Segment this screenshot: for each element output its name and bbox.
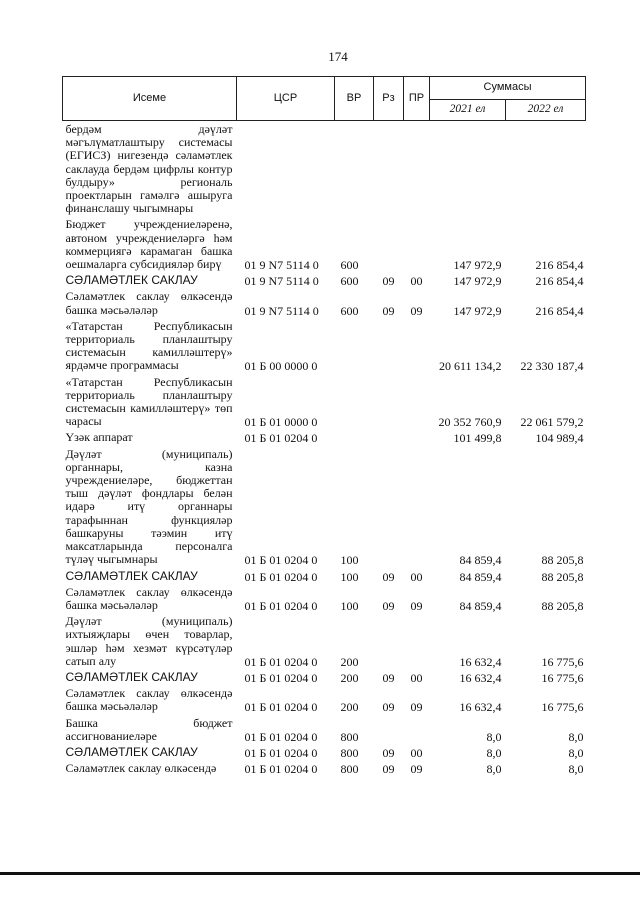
- cell-rz: [374, 715, 404, 744]
- table-row: [63, 760, 586, 776]
- cell-y2: 88 205,8: [541, 598, 584, 613]
- cell-csr: 01 Б 01 0204 0: [244, 553, 318, 568]
- cell-pr: [404, 216, 430, 272]
- table-row: [63, 121, 586, 217]
- cell-vr: 200: [340, 670, 359, 685]
- table-header: [63, 77, 586, 121]
- table-row: [63, 613, 586, 669]
- cell-y2: 22 330 187,4: [520, 359, 584, 374]
- cell-name: Дәүләт (муниципаль) органнары, казна учреждениеләре, бюджеттан тыш дәүләт фондлары белән идарә итү органнары тарафыннан функцияләр башкаруны тәэмин итү максатларында персоналга түләү чыгымнары: [65, 446, 233, 567]
- cell-rz: 09: [382, 303, 395, 318]
- cell-pr: 09: [410, 700, 423, 715]
- cell-csr: 01 Б 01 0204 0: [244, 569, 318, 584]
- cell-y2: 16 775,6: [541, 670, 584, 685]
- cell-y2: 16 775,6: [541, 700, 584, 715]
- cell-y2: 216 854,4: [535, 303, 584, 318]
- cell-pr: 09: [410, 303, 423, 318]
- cell-csr: 01 Б 01 0204 0: [244, 745, 318, 760]
- cell-name: Сәламәтлек саклау өлкәсендә башка мәсьәләләр: [65, 584, 233, 612]
- cell-rz: 09: [382, 670, 395, 685]
- table-row: [63, 216, 586, 272]
- cell-y2: 216 854,4: [535, 258, 584, 273]
- cell-csr: 01 9 N7 5114 0: [244, 274, 319, 289]
- table-row: [63, 272, 586, 288]
- cell-name: СӘЛАМӘТЛЕК САКЛАУ: [65, 744, 198, 759]
- cell-y1: [430, 121, 506, 217]
- cell-pr: 09: [410, 598, 423, 613]
- cell-rz: [374, 429, 404, 445]
- table-row: [63, 669, 586, 685]
- table-row: [63, 288, 586, 317]
- cell-vr: 200: [340, 654, 359, 669]
- header-rz: Рз: [374, 77, 404, 121]
- cell-csr: 01 9 N7 5114 0: [244, 258, 319, 273]
- cell-y2: [506, 121, 586, 217]
- cell-name: Сәламәтлек саклау өлкәсендә башка мәсьәләләр: [65, 289, 233, 317]
- cell-y2: 104 989,4: [535, 431, 584, 446]
- cell-pr: 00: [410, 670, 423, 685]
- table-row: [63, 374, 586, 430]
- cell-y2: 16 775,6: [541, 654, 584, 669]
- cell-vr: 100: [340, 598, 359, 613]
- cell-name: Сәламәтлек саклау өлкәсендә башка мәсьәләләр: [65, 686, 233, 714]
- page-bottom-rule: [0, 872, 640, 875]
- cell-pr: [404, 429, 430, 445]
- cell-y2: 88 205,8: [541, 553, 584, 568]
- header-year-2022: 2022 ел: [506, 100, 586, 121]
- cell-csr: 01 Б 01 0204 0: [244, 598, 318, 613]
- cell-y1: 16 632,4: [459, 654, 502, 669]
- cell-y1: 20 611 134,2: [438, 359, 502, 374]
- cell-y1: 8,0: [486, 729, 502, 744]
- cell-y1: 16 632,4: [459, 670, 502, 685]
- cell-y2: 216 854,4: [535, 274, 584, 289]
- cell-pr: 00: [410, 745, 423, 760]
- header-pr: ПР: [404, 77, 430, 121]
- cell-csr: 01 Б 00 0000 0: [244, 359, 318, 374]
- cell-rz: [374, 121, 404, 217]
- header-vr: ВР: [335, 77, 374, 121]
- cell-pr: 00: [410, 569, 423, 584]
- cell-rz: [374, 216, 404, 272]
- cell-y1: 8,0: [486, 745, 502, 760]
- header-name: Исеме: [63, 77, 237, 121]
- cell-rz: [374, 446, 404, 568]
- cell-vr: 600: [340, 274, 359, 289]
- cell-pr: [404, 446, 430, 568]
- header-csr: ЦСР: [237, 77, 335, 121]
- cell-rz: 09: [382, 762, 395, 777]
- cell-name: Үзәк аппарат: [65, 430, 133, 445]
- cell-csr: 01 Б 01 0204 0: [244, 762, 318, 777]
- cell-pr: [404, 318, 430, 374]
- cell-y2: 8,0: [568, 762, 584, 777]
- cell-name: Дәүләт (муниципаль) ихтыяҗлары өчен товарлар, эшләр һәм хезмәт күрсәтүләр сатып алу: [65, 614, 233, 668]
- cell-pr: [404, 121, 430, 217]
- cell-name: бердәм дәүләт мәгълүматлаштыру системасы (ЕГИСЗ) нигезендә сәламәтлек саклауда бердәм цифрлы контур булдыру» региональ проектларын гамәлгә ашыруга финанслашу чыгымнары: [65, 122, 233, 216]
- cell-rz: 09: [382, 569, 395, 584]
- cell-y2: 22 061 579,2: [520, 415, 584, 430]
- cell-vr: [335, 374, 374, 430]
- header-sums: Суммасы: [430, 77, 586, 100]
- header-year-2021: 2021 ел: [430, 100, 506, 121]
- cell-vr: 600: [340, 303, 359, 318]
- cell-y1: 16 632,4: [459, 700, 502, 715]
- cell-name: Сәламәтлек саклау өлкәсендә: [65, 761, 217, 776]
- cell-y2: 8,0: [568, 745, 584, 760]
- cell-name: «Татарстан Республикасын территориаль планлаштыру системасын камилләштерү» төп чарасы: [65, 374, 233, 429]
- cell-csr: 01 Б 01 0204 0: [244, 654, 318, 669]
- cell-pr: [404, 715, 430, 744]
- cell-rz: 09: [382, 598, 395, 613]
- cell-y2: 8,0: [568, 729, 584, 744]
- table-row: [63, 318, 586, 374]
- cell-vr: 200: [340, 700, 359, 715]
- cell-y1: 147 972,9: [453, 258, 502, 273]
- cell-csr: 01 Б 01 0000 0: [244, 415, 318, 430]
- cell-pr: 09: [410, 762, 423, 777]
- table-row: [63, 715, 586, 744]
- table-row: [63, 685, 586, 714]
- table-row: [63, 568, 586, 584]
- cell-name: Бюджет учреждениеләренә, автоном учреждениеләргә һәм коммерциягә карамаган башка оешмаларга субсидияләр бирү: [65, 217, 233, 272]
- cell-y1: 84 859,4: [459, 569, 502, 584]
- cell-vr: 800: [340, 762, 359, 777]
- cell-rz: 09: [382, 274, 395, 289]
- cell-rz: [374, 374, 404, 430]
- table-row: [63, 429, 586, 445]
- cell-y1: 84 859,4: [459, 553, 502, 568]
- table-row: [63, 584, 586, 613]
- cell-vr: [335, 121, 374, 217]
- cell-y1: 20 352 760,9: [438, 415, 502, 430]
- cell-name: «Татарстан Республикасын территориаль планлаштыру системасын камилләштерү» ярдәмче программасы: [65, 318, 233, 373]
- cell-vr: 600: [340, 258, 359, 273]
- page-number: 174: [328, 49, 348, 64]
- cell-rz: [374, 613, 404, 669]
- cell-vr: [335, 429, 374, 445]
- cell-name: СӘЛАМӘТЛЕК САКЛАУ: [65, 669, 198, 684]
- cell-csr: [237, 121, 335, 217]
- table-row: [63, 744, 586, 760]
- cell-csr: 01 Б 01 0204 0: [244, 729, 318, 744]
- cell-name: Башка бюджет ассигнованиеләре: [65, 715, 233, 743]
- cell-vr: [335, 318, 374, 374]
- budget-table: [62, 76, 586, 776]
- table-row: [63, 446, 586, 568]
- cell-rz: [374, 318, 404, 374]
- cell-csr: 01 Б 01 0204 0: [244, 431, 318, 446]
- table-body: [63, 121, 586, 777]
- cell-y1: 84 859,4: [459, 598, 502, 613]
- cell-csr: 01 Б 01 0204 0: [244, 700, 318, 715]
- cell-y1: 8,0: [486, 762, 502, 777]
- cell-pr: [404, 613, 430, 669]
- cell-vr: 800: [340, 745, 359, 760]
- cell-y1: 147 972,9: [453, 303, 502, 318]
- cell-y1: 101 499,8: [453, 431, 502, 446]
- cell-csr: 01 Б 01 0204 0: [244, 670, 318, 685]
- cell-csr: 01 9 N7 5114 0: [244, 303, 319, 318]
- cell-vr: 100: [340, 553, 359, 568]
- cell-rz: 09: [382, 745, 395, 760]
- cell-rz: 09: [382, 700, 395, 715]
- cell-y2: 88 205,8: [541, 569, 584, 584]
- cell-name: СӘЛАМӘТЛЕК САКЛАУ: [65, 568, 198, 583]
- cell-vr: 100: [340, 569, 359, 584]
- cell-name: СӘЛАМӘТЛЕК САКЛАУ: [65, 273, 198, 288]
- cell-pr: 00: [410, 274, 423, 289]
- cell-y1: 147 972,9: [453, 274, 502, 289]
- cell-pr: [404, 374, 430, 430]
- cell-vr: 800: [340, 729, 359, 744]
